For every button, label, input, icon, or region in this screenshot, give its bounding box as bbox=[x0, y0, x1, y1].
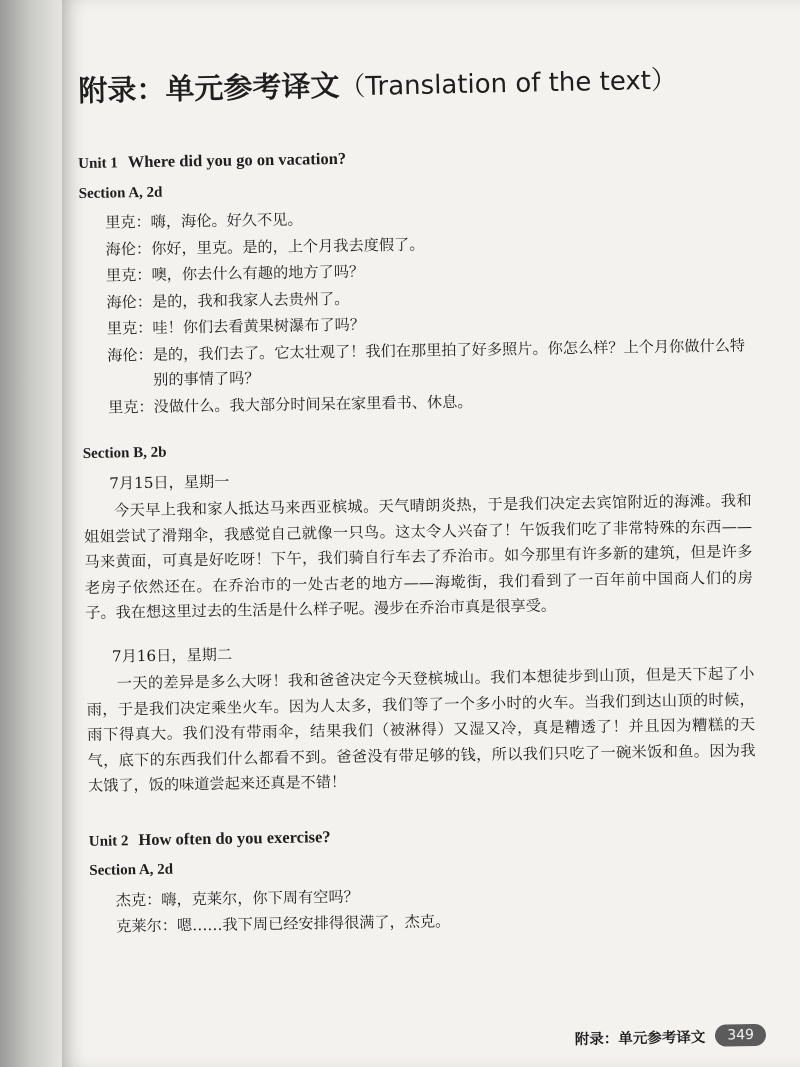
page-footer bbox=[516, 1020, 766, 1054]
speaker: 里克： bbox=[106, 318, 153, 338]
line-text: 哇！你们去看黄果树瀑布了吗？ bbox=[152, 315, 366, 337]
unit-number: Unit 1 bbox=[78, 155, 118, 172]
line-text: 嗨，海伦。好久不见。 bbox=[150, 210, 303, 231]
section-heading: Section A, 2d bbox=[78, 184, 163, 202]
section-heading: Section A, 2d bbox=[89, 861, 174, 879]
section-heading: Section B, 2b bbox=[82, 444, 167, 462]
dialogue bbox=[79, 200, 750, 420]
book-binding-shadow bbox=[0, 0, 68, 1067]
diary-entry: 今天早上我和家人抵达马来西亚槟城。天气晴朗炎热，于是我们决定去宾馆附近的海滩。我和姐姐尝试了滑翔伞，我感觉自己就像一只鸟。这太令人兴奋了！午饭我们吃了非常特殊的东西——马来黄面，可真是好吃呀！下午，我们骑自行车去了乔治市。如今那里有许多新的建筑，但是许多老房子依然还在。在乔治市的一处古老的地方——海墘街，我们看到了一百年前中国商人们的房子。我在想这里过去的生活是什么样子呢。漫步在乔治市真是很享受。 bbox=[83, 491, 753, 622]
line-text: 是的，我和我家人去贵州了。 bbox=[151, 289, 350, 311]
footer-text: 附录：单元参考译文 bbox=[574, 1028, 706, 1048]
unit-number: Unit 2 bbox=[88, 832, 129, 850]
speaker: 海伦： bbox=[107, 345, 153, 365]
line-text: 嗨，克莱尔，你下周有空吗？ bbox=[161, 887, 359, 909]
translation-content bbox=[78, 140, 758, 942]
speaker: 里克： bbox=[107, 397, 154, 417]
line-text: 是的，我们去了。它太壮观了！我们在那里拍了好多照片。你怎么样？上个月你做什么特别的事情了吗？ bbox=[152, 336, 746, 389]
unit-title: How often do you exercise? bbox=[138, 826, 331, 849]
dialogue-line bbox=[81, 333, 750, 394]
title-english: （Translation of the text） bbox=[339, 65, 678, 103]
page-number-badge: 349 bbox=[715, 1024, 766, 1047]
dialogue bbox=[90, 878, 759, 940]
diary-entry: 一天的差异是多么大呀！我和爸爸决定今天登槟城山。我们本想徒步到山顶，但是天下起了小雨，于是我们决定乘坐火车。因为人太多，我们等了一个多小时的火车。当我们到达山顶的时候，雨下得真大。我们没有带雨伞，结果我们（被淋得）又湿又冷，真是糟透了！并且因为糟糕的天气，底下的东西我们什么都看不到。爸爸没有带足够的钱，所以我们只吃了一碗米饭和鱼。因为我太饿了，饭的味道尝起来还真是不错！ bbox=[86, 664, 756, 795]
speaker: 里克： bbox=[105, 265, 152, 285]
speaker: 海伦： bbox=[106, 292, 153, 312]
line-text: 你好，里克。是的，上个月我去度假了。 bbox=[150, 235, 425, 258]
unit-title: Where did you go on vacation? bbox=[127, 148, 347, 172]
title-chinese: 附录：单元参考译文 bbox=[78, 68, 340, 109]
speaker: 里克： bbox=[105, 212, 151, 232]
diary-date: 7月15日，星期一 bbox=[109, 472, 230, 493]
diary-date: 7月16日，星期二 bbox=[111, 645, 233, 666]
line-text: 噢，你去什么有趣的地方了吗？ bbox=[151, 262, 365, 284]
speaker: 杰克： bbox=[115, 890, 162, 909]
speaker: 克莱尔： bbox=[116, 916, 178, 936]
line-text: 没做什么。我大部分时间呆在家里看书、休息。 bbox=[153, 392, 473, 416]
speaker: 海伦： bbox=[105, 239, 152, 259]
line-text: 嗯……我下周已经安排得很满了，杰克。 bbox=[176, 912, 451, 935]
